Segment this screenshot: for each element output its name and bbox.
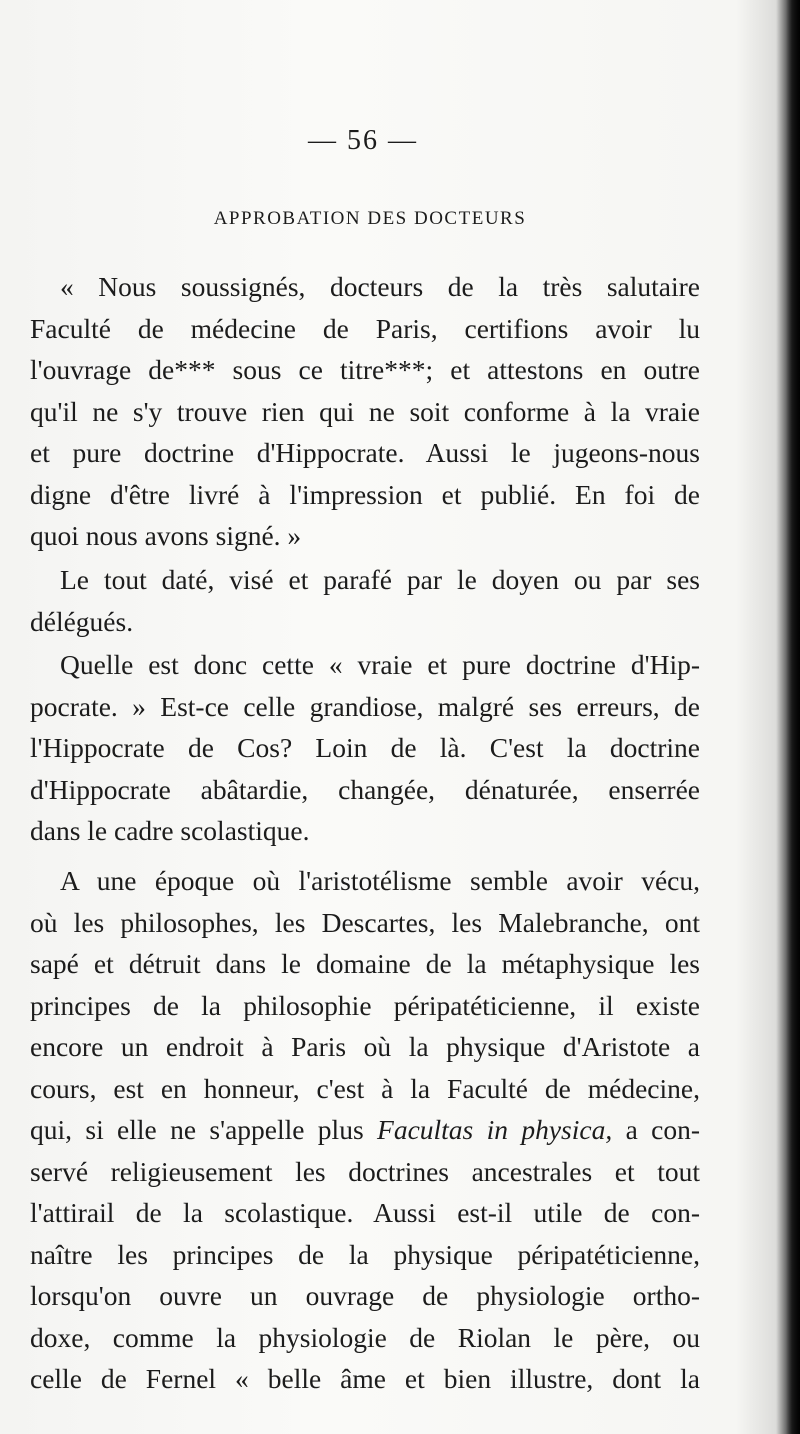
text-line: sapé et détruit dans le domaine de la métaphysique les <box>30 948 700 979</box>
text-line: l'Hippocrate de Cos? Loin de là. C'est la doctrine <box>30 732 700 763</box>
text-line: délégués. <box>30 605 134 637</box>
text-line: et pure doctrine d'Hippocrate. Aussi le jugeons-nous <box>30 437 700 468</box>
text-line: d'Hippocrate abâtardie, changée, dénaturée, enserrée <box>30 773 700 805</box>
section-title: APPROBATION DES DOCTEURS <box>213 208 527 229</box>
text-line: digne d'être livré à l'impression et publié. En foi de <box>30 478 700 510</box>
page-edge-shadow <box>786 0 800 1434</box>
text-line: dans le cadre scolastique. <box>30 815 310 846</box>
text-line: servé religieusement les doctrines ancestrales et tout <box>30 1155 700 1187</box>
text-line: l'ouvrage de*** sous ce titre***; et attestons en outre <box>30 354 700 385</box>
paragraph-dated <box>30 559 700 642</box>
text-line: principes de la philosophie péripatéticienne, il existe <box>30 989 700 1021</box>
text-line: doxe, comme la physiologie de Riolan le père, ou <box>30 1321 700 1353</box>
text-line <box>30 1109 700 1151</box>
text-line: qu'il ne s'y trouve rien qui ne soit conforme à la vraie <box>30 395 700 427</box>
paragraph-doctrine-question <box>30 644 700 852</box>
text-line: Le tout daté, visé et parafé par le doyen ou par ses <box>60 564 700 595</box>
paragraph-approbation-quote <box>30 266 700 557</box>
page-number: — 56 — <box>308 125 418 156</box>
text-line: l'attirail de la scolastique. Aussi est-il utile de con- <box>30 1197 700 1228</box>
text-line: encore un endroit à Paris où la physique d'Aristote a <box>30 1031 700 1062</box>
text-line: pocrate. » Est-ce celle grandiose, malgré ses erreurs, de <box>30 690 700 722</box>
text-line: où les philosophes, les Descartes, les Malebranche, ont <box>30 906 700 938</box>
text-segment: a con- <box>625 1114 701 1145</box>
text-line: Faculté de médecine de Paris, certifions avoir lu <box>30 312 700 344</box>
text-line: Quelle est donc cette « vraie et pure doctrine d'Hip- <box>60 649 700 680</box>
text-line: cours, est en honneur, c'est à la Faculté de médecine, <box>30 1072 700 1104</box>
text-line: celle de Fernel « belle âme et bien illustre, dont la <box>30 1363 700 1394</box>
text-line: A une époque où l'aristotélisme semble avoir vécu, <box>60 865 700 896</box>
text-line: « Nous soussignés, docteurs de la très salutaire <box>60 271 700 302</box>
text-line: quoi nous avons signé. » <box>30 520 302 551</box>
text-segment: qui, si elle ne s'appelle plus <box>30 1114 364 1145</box>
paragraph-aristotelianism <box>30 860 700 1400</box>
italic-latin-term: Facultas in physica, <box>377 1114 613 1145</box>
text-line: lorsqu'on ouvre un ouvrage de physiologie ortho- <box>30 1280 700 1311</box>
text-line: naître les principes de la physique péripatéticienne, <box>30 1238 700 1270</box>
